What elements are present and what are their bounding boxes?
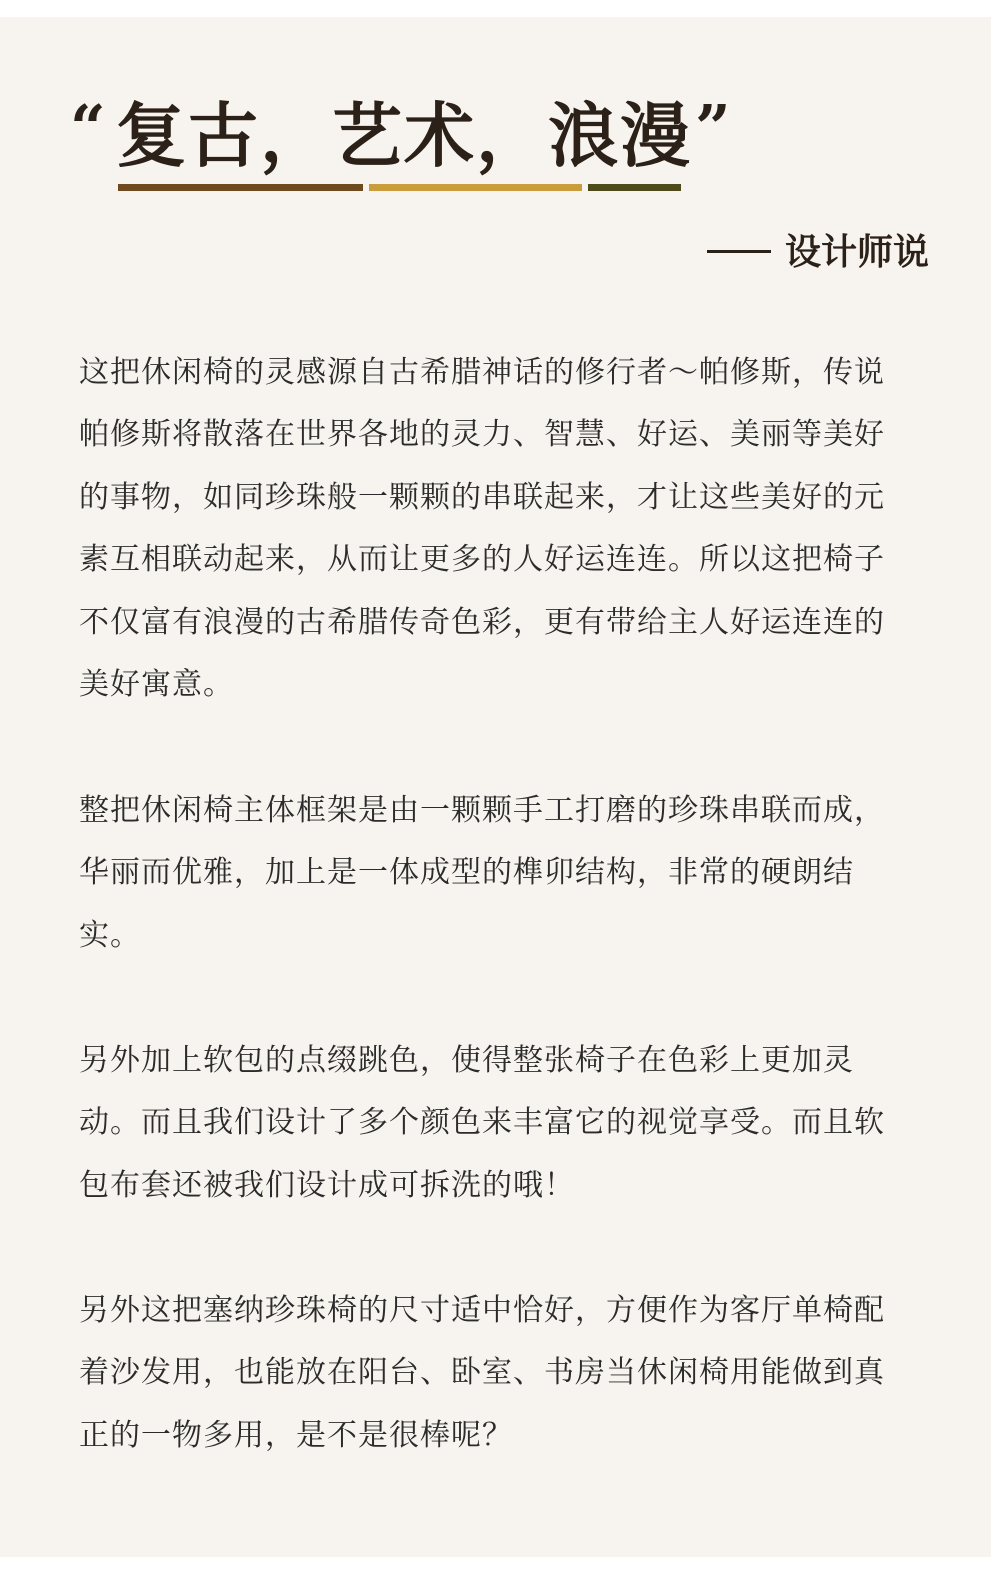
- paragraph-frame: 整把休闲椅主体框架是由一颗颗手工打磨的珍珠串联而成，华丽而优雅，加上是一体成型的榫卯结构，非常的硬朗结实。: [79, 793, 885, 953]
- paragraph-upholstery: 另外加上软包的点缀跳色，使得整张椅子在色彩上更加灵动。而且我们设计了多个颜色来丰富它的视觉享受。而且软包布套还被我们设计成可拆洗的哦！: [79, 1043, 885, 1203]
- title-underline-brown: [118, 184, 363, 191]
- title-underline-olive: [588, 184, 681, 191]
- designer-attribution: [707, 232, 929, 273]
- page-title: 复古，艺术，浪漫: [116, 95, 692, 177]
- title-underline-gold: [369, 184, 582, 191]
- attribution-dash: [707, 250, 771, 253]
- content-card: [0, 17, 991, 1557]
- paragraph-inspiration: 这把休闲椅的灵感源自古希腊神话的修行者～帕修斯，传说帕修斯将散落在世界各地的灵力、智慧、好运、美丽等美好的事物，如同珍珠般一颗颗的串联起来，才让这些美好的元素互相联动起来，从而让更多的人好运连连。所以这把椅子不仅富有浪漫的古希腊传奇色彩，更有带给主人好运连连的美好寓意。: [79, 355, 885, 703]
- open-quote-mark: “: [70, 91, 106, 164]
- attribution-text: 设计师说: [784, 232, 929, 273]
- paragraph-size: 另外这把塞纳珍珠椅的尺寸适中恰好，方便作为客厅单椅配着沙发用，也能放在阳台、卧室、书房当休闲椅用能做到真正的一物多用，是不是很棒呢？: [79, 1293, 885, 1453]
- close-quote-mark: ”: [695, 91, 731, 164]
